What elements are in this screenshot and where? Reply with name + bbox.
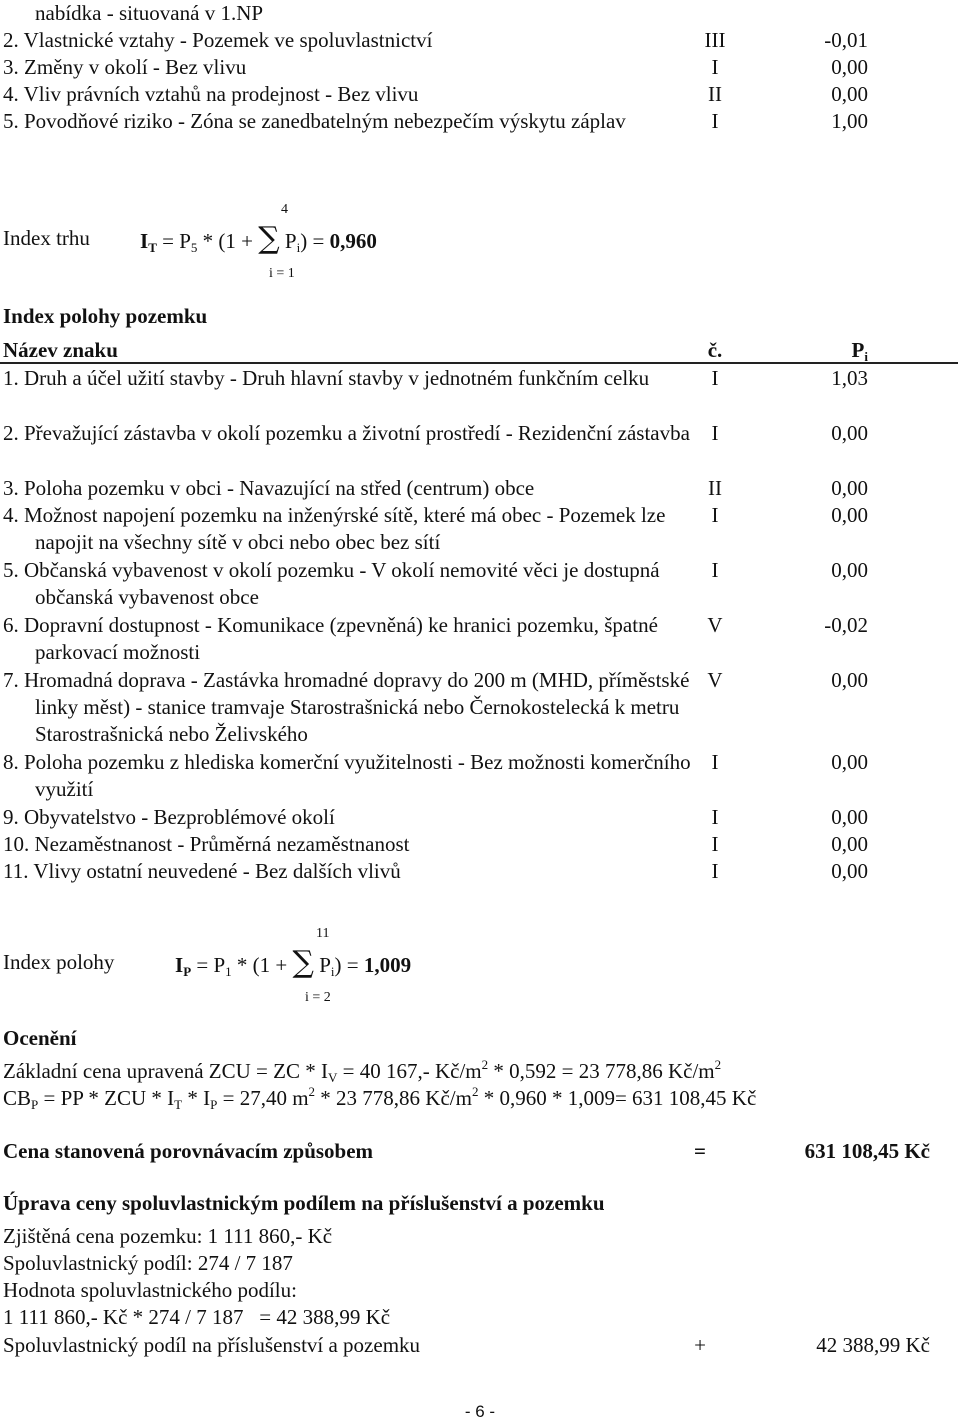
index-trhu-label: Index trhu [3,226,90,250]
sum-lower-limit: i = 2 [305,990,331,1005]
uprava-final-label: Spoluvlastnický podíl na příslušenství a pozemku [3,1333,421,1357]
uprava-line: Spoluvlastnický podíl: 274 / 7 187 [3,1251,293,1275]
uprava-line: Zjištěná cena pozemku: 1 111 860,- Kč [3,1224,333,1248]
uprava-line: Hodnota spoluvlastnického podílu: [3,1278,297,1302]
uprava-line: 1 111 860,- Kč * 274 / 7 187 = 42 388,99 Kč [3,1305,391,1329]
section-heading: Ocenění [3,1026,77,1050]
sum-symbol: ∑ [292,945,314,980]
page-number: - 6 - [464,1402,496,1421]
section-heading: Index polohy pozemku [3,304,208,328]
table-header-rule [0,362,958,364]
sum-upper-limit: 4 [281,202,288,217]
cena-sign: = [694,1139,706,1163]
index-polohy-label: Index polohy [3,950,115,974]
index-trhu-equation: $I_T = P_5 * (1$ + ∑ $P_i) = 0,960$ [140,221,377,256]
sum-symbol: ∑ [258,221,280,256]
sum-upper-limit: 11 [316,926,330,941]
uprava-final-value: 42 388,99 Kč [816,1333,930,1357]
sum-lower-limit: i = 1 [269,266,295,281]
uprava-final-sign: + [694,1333,706,1357]
section-heading: Úprava ceny spoluvlastnickým podílem na příslušenství a pozemku [3,1191,605,1215]
cena-value: 631 108,45 Kč [804,1139,930,1163]
cena-label: Cena stanovená porovnávacím způsobem [3,1139,374,1163]
index-polohy-equation: $I_P = P_1 * (1$ + ∑ $P_i) = 1,009$ [175,945,412,980]
zcu-formula: Základní cena upravená ZCU = ZC * $I_V = 40$ 167,- $Kč/m^2 * 0,592 = 23$ 778,86 $Kč/m^2$ [3,1057,722,1085]
cb-formula: $CB_P$ = PP * ZCU * $I_T * I_P = 27,40$ $m^2 * 23$ 778,86 $Kč/m^2 * 0,960 * 1,009= 631$ 108,45 Kč [3,1084,757,1112]
